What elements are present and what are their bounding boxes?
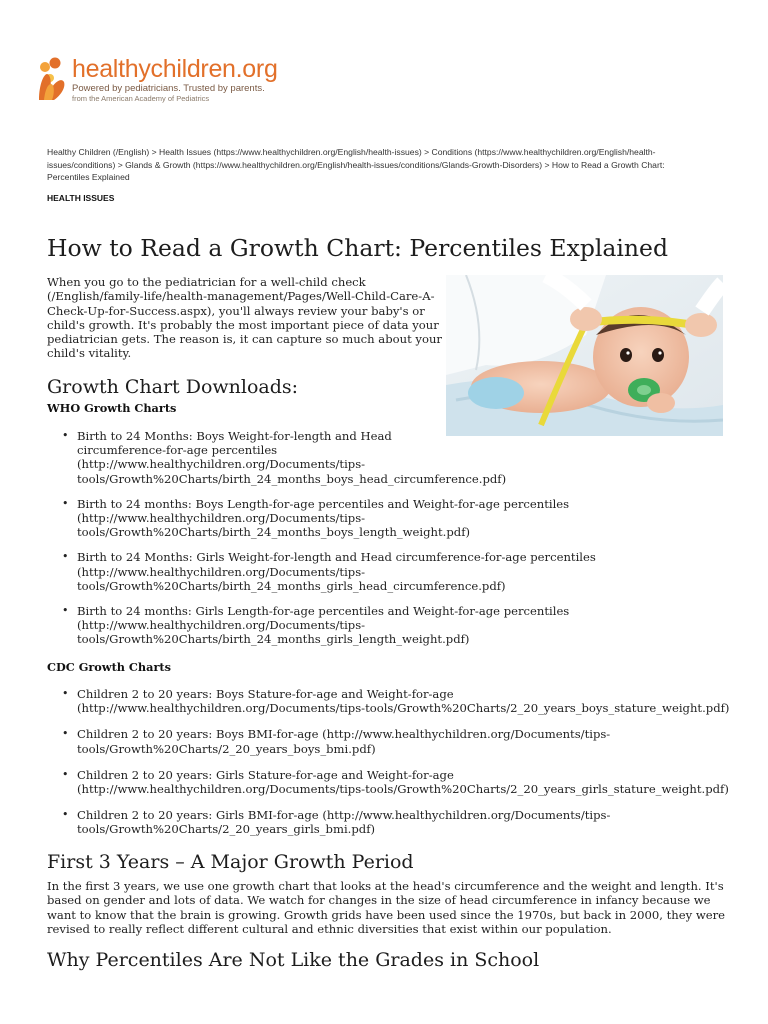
list-item[interactable]	[62, 497, 707, 540]
family-logo-icon	[36, 56, 68, 102]
list-item[interactable]	[62, 727, 742, 755]
list-item-line: Children 2 to 20 years: Boys BMI-for-age (http://www.healthychildren.org/Documents/tips-	[77, 727, 611, 742]
intro-paragraph: When you go to the pediatrician for a well-child check (/English/family-life/health-management/Pages/Well-Child-Care-A-Check-Up-for-Success.aspx), you'll always review your baby's or child's growth. It's probably the most important piece of data your pediatrician gets. The reason is, it can capture so much about your child's vitality.	[47, 275, 442, 361]
list-item-line: Children 2 to 20 years: Girls BMI-for-age (http://www.healthychildren.org/Documents/tips-	[77, 808, 611, 823]
cdc-chart-list	[62, 687, 742, 837]
list-item[interactable]	[62, 604, 707, 647]
list-item-line: (http://www.healthychildren.org/Documents/tips-	[77, 618, 366, 633]
list-item[interactable]	[62, 550, 707, 593]
list-item-line: Children 2 to 20 years: Boys Stature-for-age and Weight-for-age	[77, 687, 454, 701]
list-item-line: (http://www.healthychildren.org/Documents/tips-tools/Growth%20Charts/2_20_years_boys_stature_weight.pdf)	[77, 701, 730, 716]
list-item[interactable]	[62, 768, 742, 796]
list-item-line: tools/Growth%20Charts/2_20_years_girls_bmi.pdf)	[77, 822, 376, 837]
cdc-charts-label: CDC Growth Charts	[47, 660, 171, 674]
list-item-line: Birth to 24 months: Girls Length-for-age percentiles and Weight-for-age percentiles	[77, 604, 570, 619]
list-item[interactable]	[62, 429, 707, 486]
list-item[interactable]	[62, 808, 742, 836]
logo-subline: from the American Academy of Pediatrics	[72, 94, 210, 103]
first-years-heading: First 3 Years – A Major Growth Period	[47, 851, 414, 873]
logo-tagline: Powered by pediatricians. Trusted by parents.	[72, 83, 265, 94]
baby-measuring-photo	[446, 275, 723, 436]
list-item-line: Birth to 24 months: Boys Length-for-age percentiles and Weight-for-age percentiles	[77, 496, 570, 511]
list-item-line: Birth to 24 Months: Boys Weight-for-length and Head	[77, 429, 392, 443]
who-chart-list	[62, 429, 707, 647]
site-logo[interactable]	[36, 56, 278, 103]
list-item-line: (http://www.healthychildren.org/Documents/tips-	[77, 457, 366, 472]
list-item-line: tools/Growth%20Charts/2_20_years_boys_bmi.pdf)	[77, 741, 376, 756]
logo-name: healthychildren.org	[72, 55, 278, 83]
list-item-line: tools/Growth%20Charts/birth_24_months_boys_head_circumference.pdf)	[77, 471, 507, 486]
list-item-line: circumference-for-age percentiles	[77, 443, 278, 458]
list-item-line: (http://www.healthychildren.org/Documents/tips-tools/Growth%20Charts/2_20_years_girls_stature_weight.pdf)	[77, 782, 729, 797]
breadcrumb[interactable]: Healthy Children (/English) > Health Issues (https://www.healthychildren.org/English/health-issues) > Conditions (https://www.healthychildren.org/English/health-issues/conditions) > Glands & Growth (https://www.healthychildren.org/English/health-issues/conditions/Glands-Growth-Disorders) > How to Read a Growth Chart: Percentiles Explained	[47, 147, 665, 182]
list-item-line: tools/Growth%20Charts/birth_24_months_boys_length_weight.pdf)	[77, 525, 471, 540]
list-item-line: tools/Growth%20Charts/birth_24_months_girls_length_weight.pdf)	[77, 632, 470, 647]
who-charts-label: WHO Growth Charts	[47, 401, 177, 415]
list-item-line: Birth to 24 Months: Girls Weight-for-length and Head circumference-for-age percentiles	[77, 550, 596, 565]
first-years-paragraph: In the first 3 years, we use one growth chart that looks at the head's circumference and the weight and length. It's based on gender and lots of data. We watch for changes in the size of head circumference in infancy because we want to know that the brain is growing. Growth grids have been used since the 1970s, but back in 2000, they were revised to really reflect different cultural and ethnic diversities that exist within our population.	[47, 879, 726, 936]
list-item-line: Children 2 to 20 years: Girls Stature-for-age and Weight-for-age	[77, 767, 454, 782]
downloads-heading: Growth Chart Downloads:	[47, 376, 299, 398]
list-item-line: tools/Growth%20Charts/birth_24_months_girls_head_circumference.pdf)	[77, 578, 506, 593]
list-item-line: (http://www.healthychildren.org/Documents/tips-	[77, 564, 366, 579]
why-percentiles-heading: Why Percentiles Are Not Like the Grades in School	[47, 949, 540, 971]
list-item[interactable]	[62, 687, 742, 715]
list-item-line: (http://www.healthychildren.org/Documents/tips-	[77, 511, 366, 526]
page-title: How to Read a Growth Chart: Percentiles Explained	[47, 234, 668, 262]
section-tag[interactable]: HEALTH ISSUES	[47, 193, 115, 203]
